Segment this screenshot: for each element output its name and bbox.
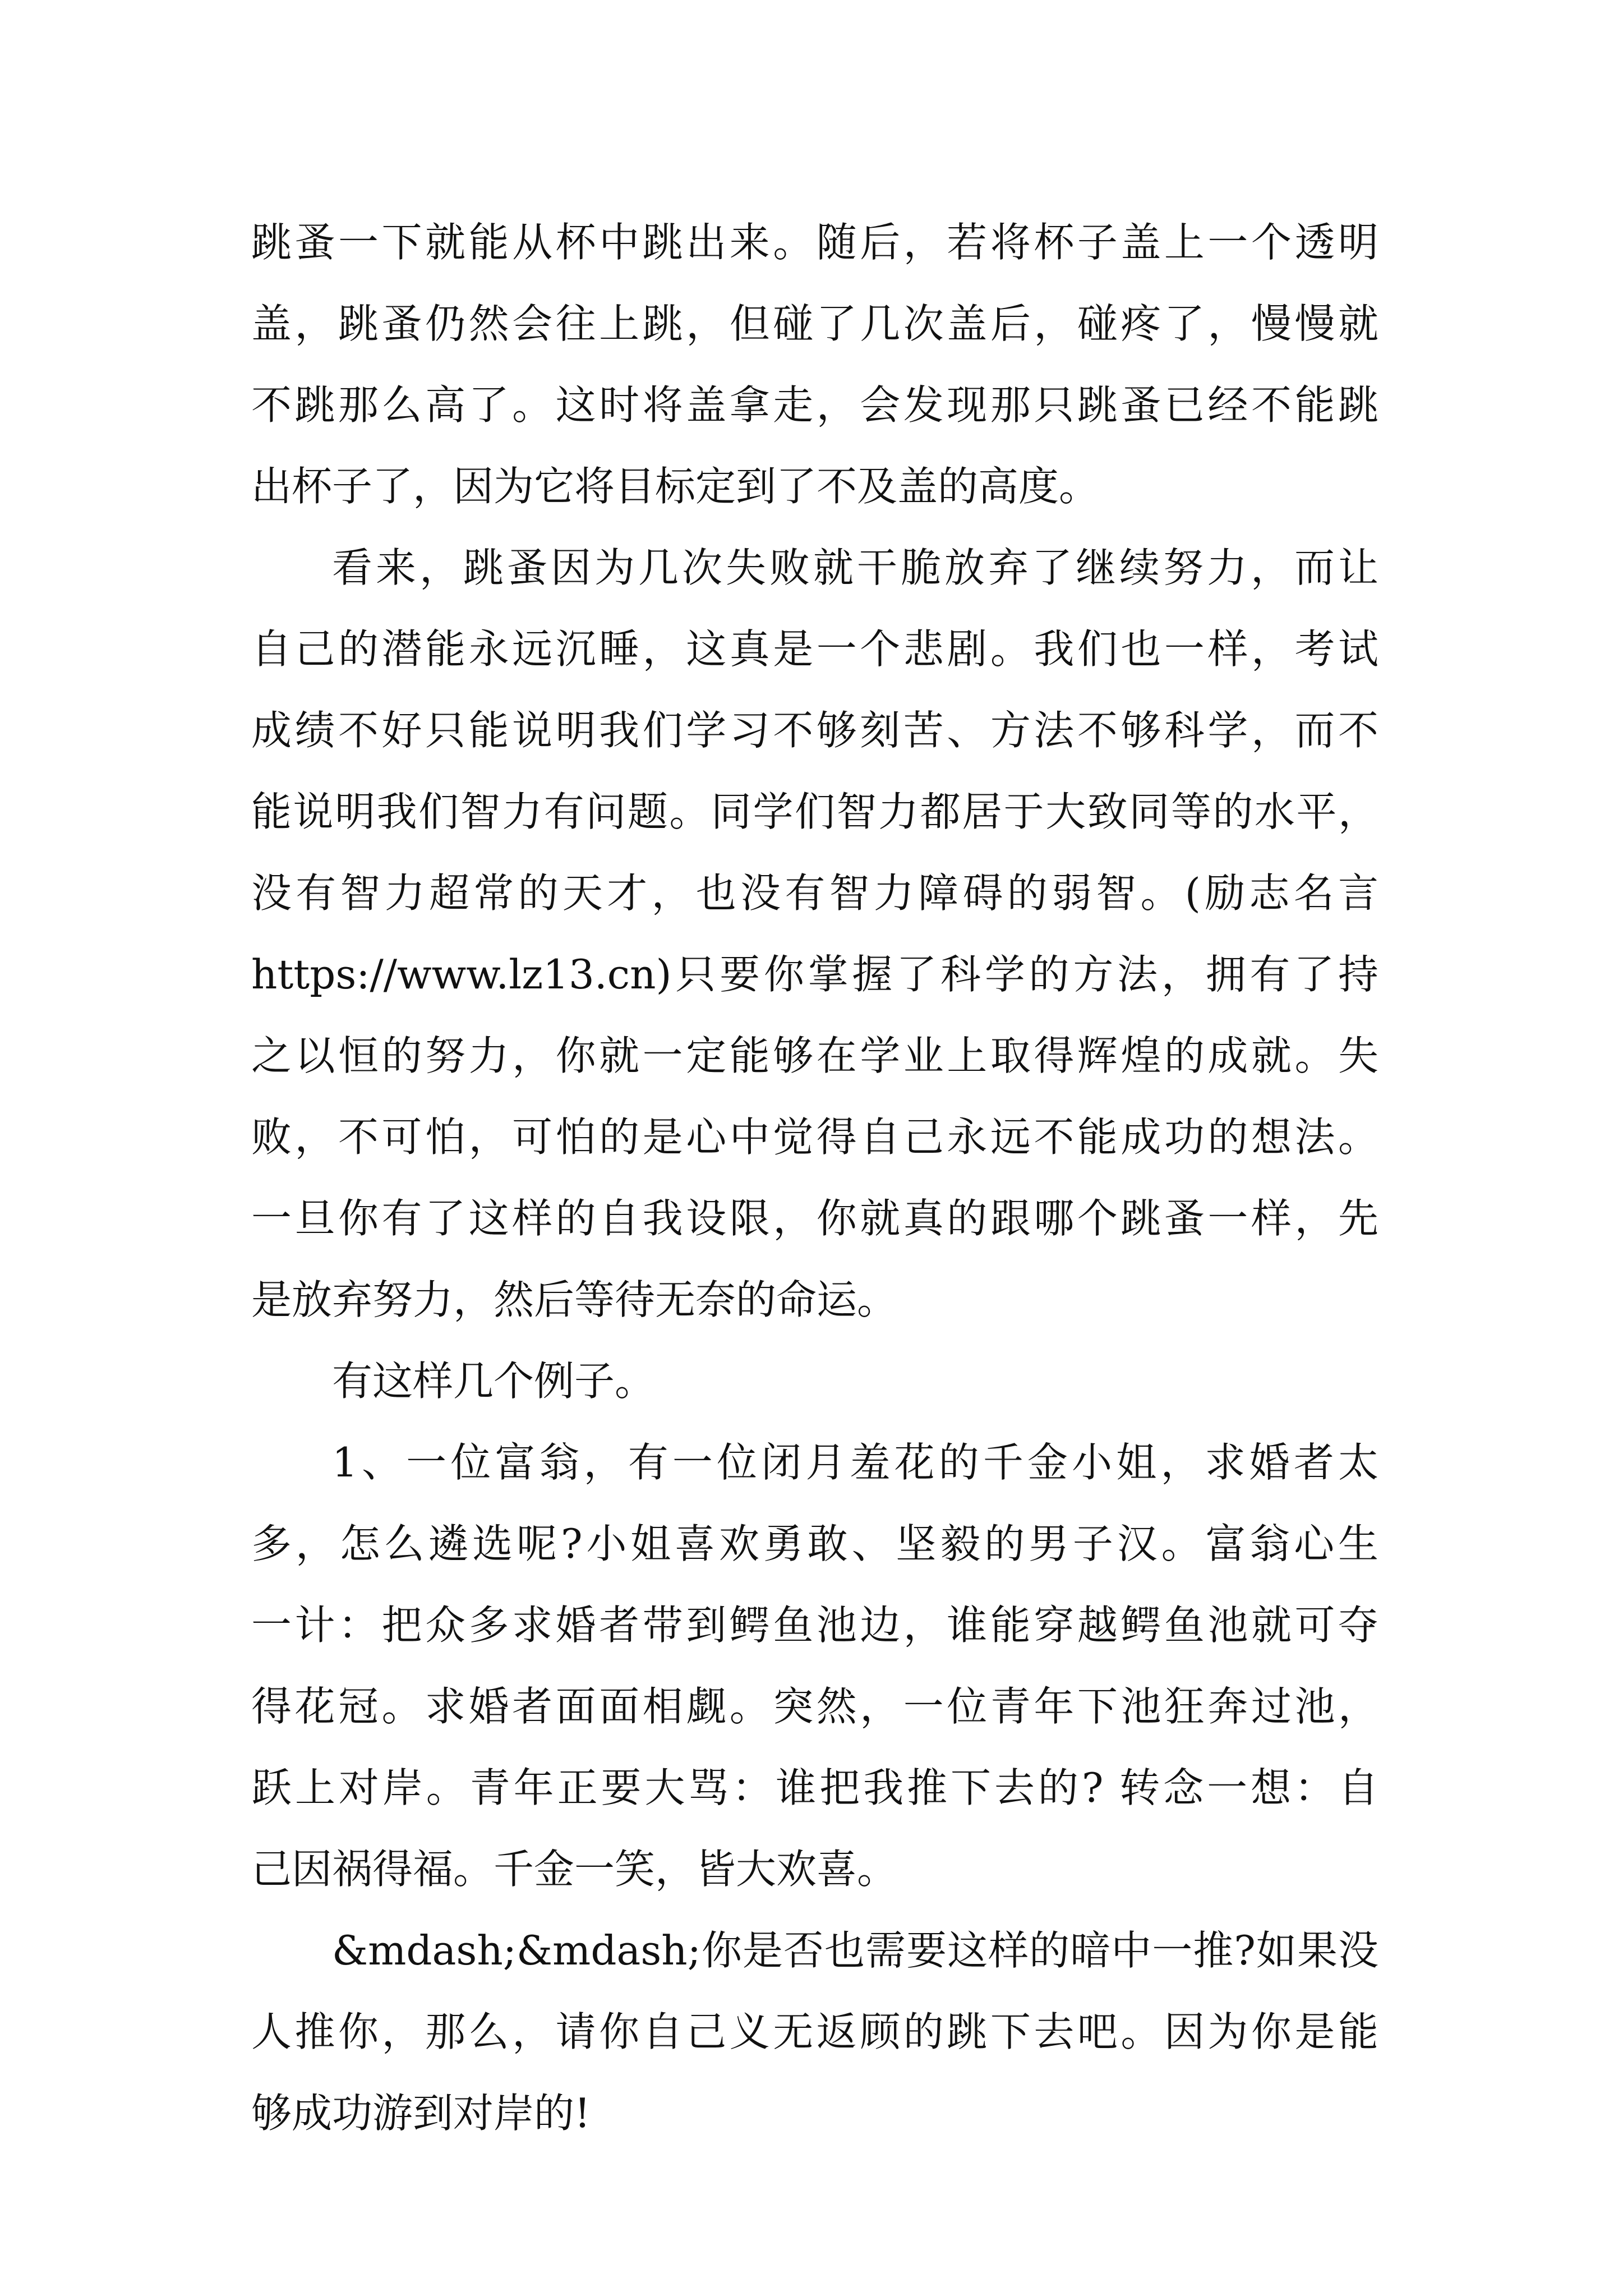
text-line: https://www.lz13.cn)只要你掌握了科学的方法，拥有了持 <box>251 951 1378 998</box>
text-line: &mdash;&mdash;你是否也需要这样的暗中一推?如果没 <box>332 1927 1378 1974</box>
text-line: 1、一位富翁，有一位闭月羞花的千金小姐，求婚者太 <box>332 1439 1378 1486</box>
paragraph <box>251 202 1378 527</box>
text-line: 之以恒的努力，你就一定能够在学业上取得辉煌的成就。失 <box>251 1032 1378 1079</box>
text-line: 有这样几个例子。 <box>332 1358 656 1405</box>
text-line: 是放弃努力，然后等待无奈的命运。 <box>251 1276 898 1323</box>
text-line: 一计：把众多求婚者带到鳄鱼池边，谁能穿越鳄鱼池就可夺 <box>251 1602 1378 1649</box>
text-line: 多，怎么遴选呢?小姐喜欢勇敢、坚毅的男子汉。富翁心生 <box>251 1520 1378 1567</box>
text-line: 得花冠。求婚者面面相觑。突然，一位青年下池狂奔过池， <box>251 1683 1378 1730</box>
paragraph <box>251 1910 1378 2154</box>
text-line: 败，不可怕，可怕的是心中觉得自己永远不能成功的想法。 <box>251 1114 1378 1161</box>
text-line: 一旦你有了这样的自我设限，你就真的跟哪个跳蚤一样，先 <box>251 1195 1378 1242</box>
text-line: 自己的潜能永远沉睡，这真是一个悲剧。我们也一样，考试 <box>251 625 1378 673</box>
paragraph <box>251 1341 1378 1422</box>
text-line: 出杯子了，因为它将目标定到了不及盖的高度。 <box>251 463 1100 510</box>
text-line: 没有智力超常的天才，也没有智力障碍的弱智。(励志名言 <box>251 869 1378 917</box>
paragraph <box>251 527 1378 1341</box>
paragraph <box>251 1422 1378 1910</box>
text-line: 看来，跳蚤因为几次失败就干脆放弃了继续努力，而让 <box>332 544 1378 591</box>
text-line: 盖，跳蚤仍然会往上跳，但碰了几次盖后，碰疼了，慢慢就 <box>251 300 1378 347</box>
text-line: 人推你，那么，请你自己义无返顾的跳下去吧。因为你是能 <box>251 2008 1378 2055</box>
text-line: 够成功游到对岸的! <box>251 2090 591 2137</box>
text-line: 能说明我们智力有问题。同学们智力都居于大致同等的水平， <box>251 788 1378 835</box>
text-line: 跳蚤一下就能从杯中跳出来。随后，若将杯子盖上一个透明 <box>251 219 1378 266</box>
document-body <box>251 202 1378 2154</box>
text-line: 不跳那么高了。这时将盖拿走，会发现那只跳蚤已经不能跳 <box>251 381 1378 429</box>
text-line: 跃上对岸。青年正要大骂：谁把我推下去的? 转念一想：自 <box>251 1764 1378 1811</box>
text-line: 己因祸得福。千金一笑，皆大欢喜。 <box>251 1846 898 1893</box>
text-line: 成绩不好只能说明我们学习不够刻苦、方法不够科学，而不 <box>251 707 1378 754</box>
